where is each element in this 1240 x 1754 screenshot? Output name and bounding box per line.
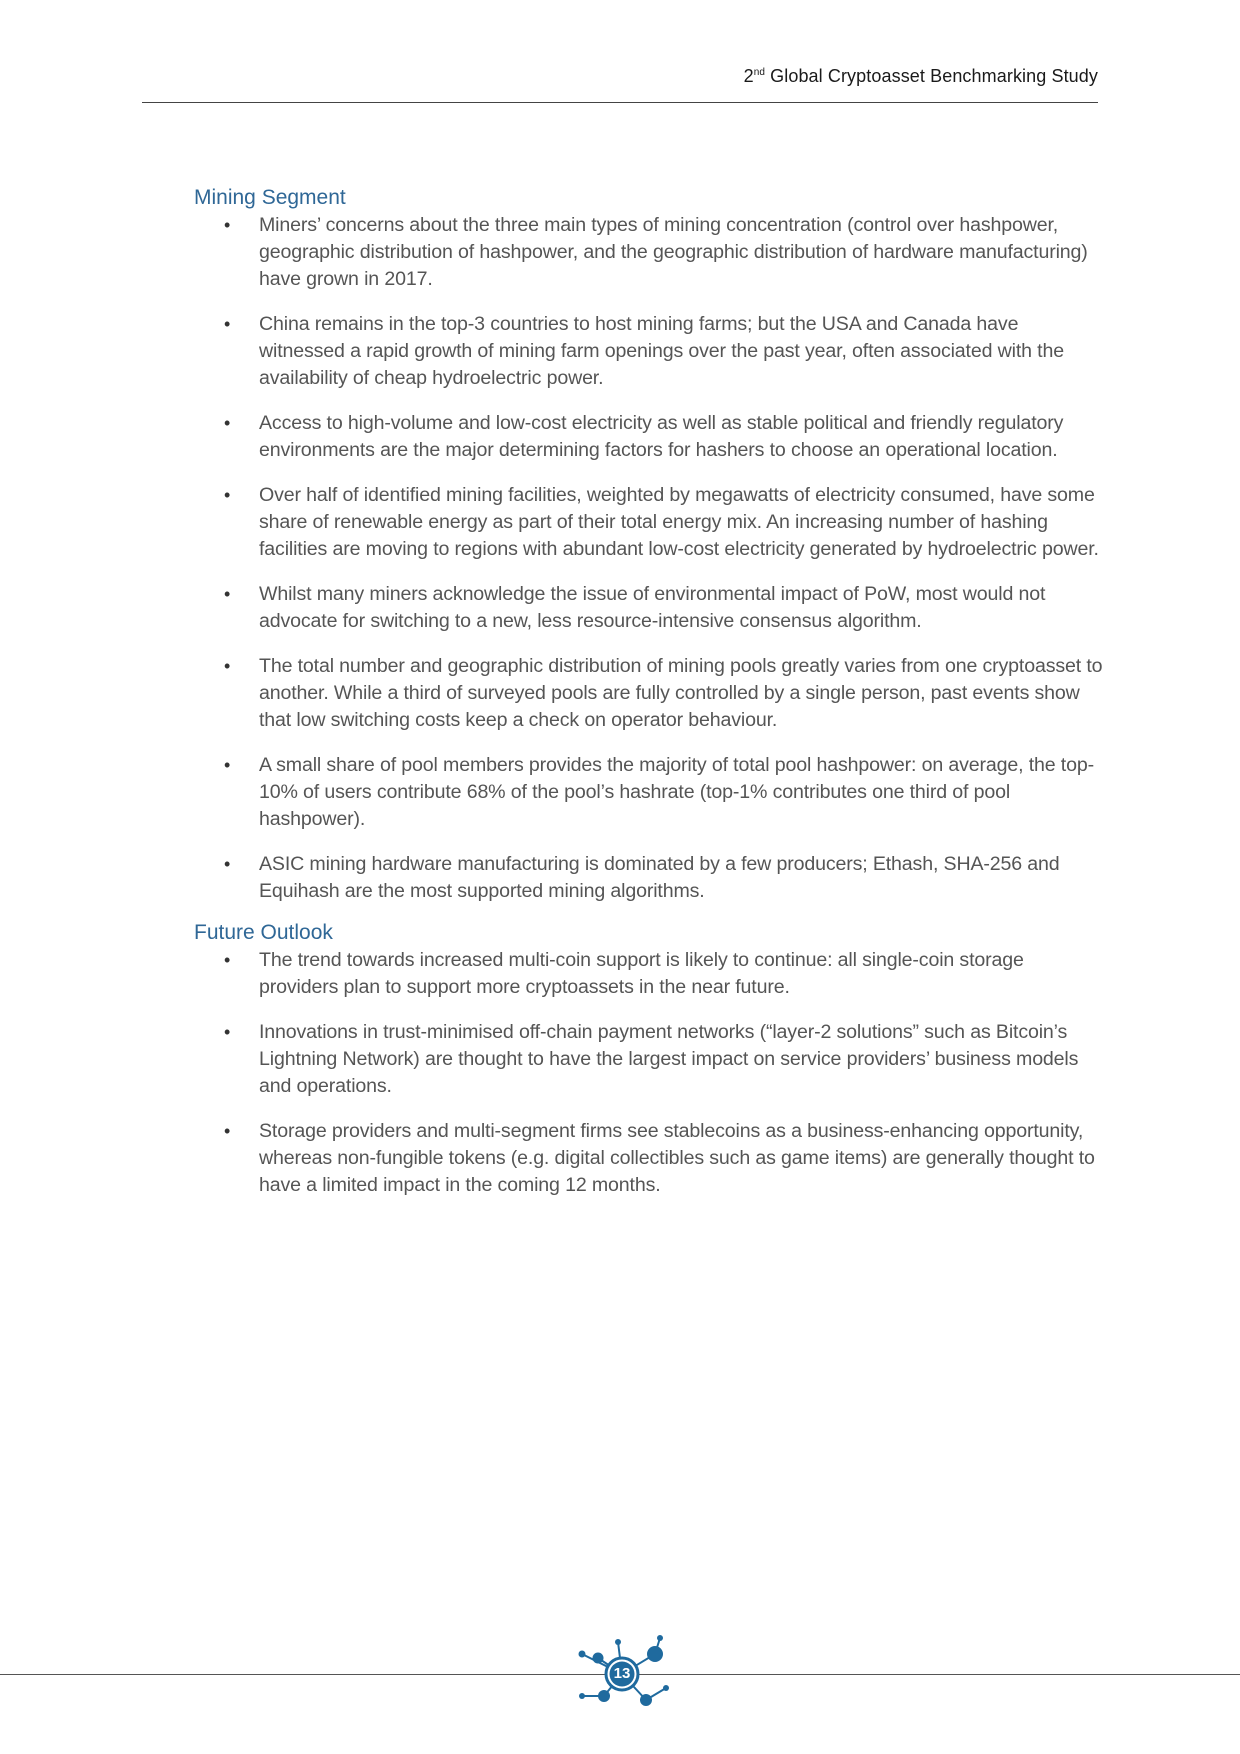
header-title-rest: Global Cryptoasset Benchmarking Study <box>765 66 1098 86</box>
list-item: • Access to high-volume and low-cost electricity as well as stable political and friendly regulatory environments are the major determining factors for hashers to choose an operational location. <box>224 412 1064 461</box>
list-item: • Miners’ concerns about the three main types of mining concentration (control over hashpower, geographic distribution of hashpower, and the geographic distribution of hardware manufacturing) have grown in 2017. <box>224 214 1088 290</box>
section-heading-future-outlook: Future Outlook <box>194 921 333 944</box>
bullet-icon: • <box>224 584 231 604</box>
list-item: • Over half of identified mining facilities, weighted by megawatts of electricity consumed, have some share of renewable energy as part of their total energy mix. An increasing number of hashing facilities are moving to regions with abundant low-cost electricity generated by hydroelectric power. <box>224 484 1099 560</box>
list-item: • The trend towards increased multi-coin support is likely to continue: all single-coin storage providers plan to support more cryptoassets in the near future. <box>224 949 1024 998</box>
list-item: • The total number and geographic distribution of mining pools greatly varies from one cryptoasset to another. While a third of surveyed pools are fully controlled by a single person, past events show that low switching costs keep a check on operator behaviour. <box>224 655 1103 731</box>
bullet-icon: • <box>224 755 231 775</box>
header-title-prefix: 2 <box>743 66 754 86</box>
list-item: • Whilst many miners acknowledge the issue of environmental impact of PoW, most would not advocate for switching to a new, less resource-intensive consensus algorithm. <box>224 583 1046 632</box>
bullet-icon: • <box>224 485 231 505</box>
list-item: • Innovations in trust-minimised off-chain payment networks (“layer-2 solutions” such as Bitcoin’s Lightning Network) are thought to have the largest impact on service providers’ business models and operations. <box>224 1021 1079 1097</box>
page-content <box>194 184 1104 1213</box>
running-header <box>744 66 1098 87</box>
list-item: • A small share of pool members provides the majority of total pool hashpower: on average, the top-10% of users contribute 68% of the pool’s hashrate (top-1% contributes one third of pool hashpower). <box>224 754 1094 830</box>
bullet-icon: • <box>224 950 231 970</box>
list-item: • China remains in the top-3 countries to host mining farms; but the USA and Canada have witnessed a rapid growth of mining farm openings over the past year, often associated with the availability of cheap hydroelectric power. <box>224 313 1064 389</box>
bullet-icon: • <box>224 1022 231 1042</box>
list-item: • Storage providers and multi-segment firms see stablecoins as a business-enhancing opportunity, whereas non-fungible tokens (e.g. digital collectibles such as game items) are generally thought to have a limited impact in the coming 12 months. <box>224 1120 1095 1196</box>
bullet-icon: • <box>224 656 231 676</box>
bullet-icon: • <box>224 854 231 874</box>
bullet-icon: • <box>224 215 231 235</box>
page-number: 13 <box>613 1665 631 1682</box>
bullet-icon: • <box>224 314 231 334</box>
list-item: • ASIC mining hardware manufacturing is dominated by a few producers; Ethash, SHA-256 and Equihash are the most supported mining algorithms. <box>224 853 1060 902</box>
mining-segment-list <box>194 212 1104 905</box>
header-divider <box>142 102 1098 103</box>
section-heading-mining-segment: Mining Segment <box>194 186 346 209</box>
bullet-icon: • <box>224 1121 231 1141</box>
header-title-superscript: nd <box>753 67 766 78</box>
future-outlook-list <box>194 947 1104 1199</box>
bullet-icon: • <box>224 413 231 433</box>
